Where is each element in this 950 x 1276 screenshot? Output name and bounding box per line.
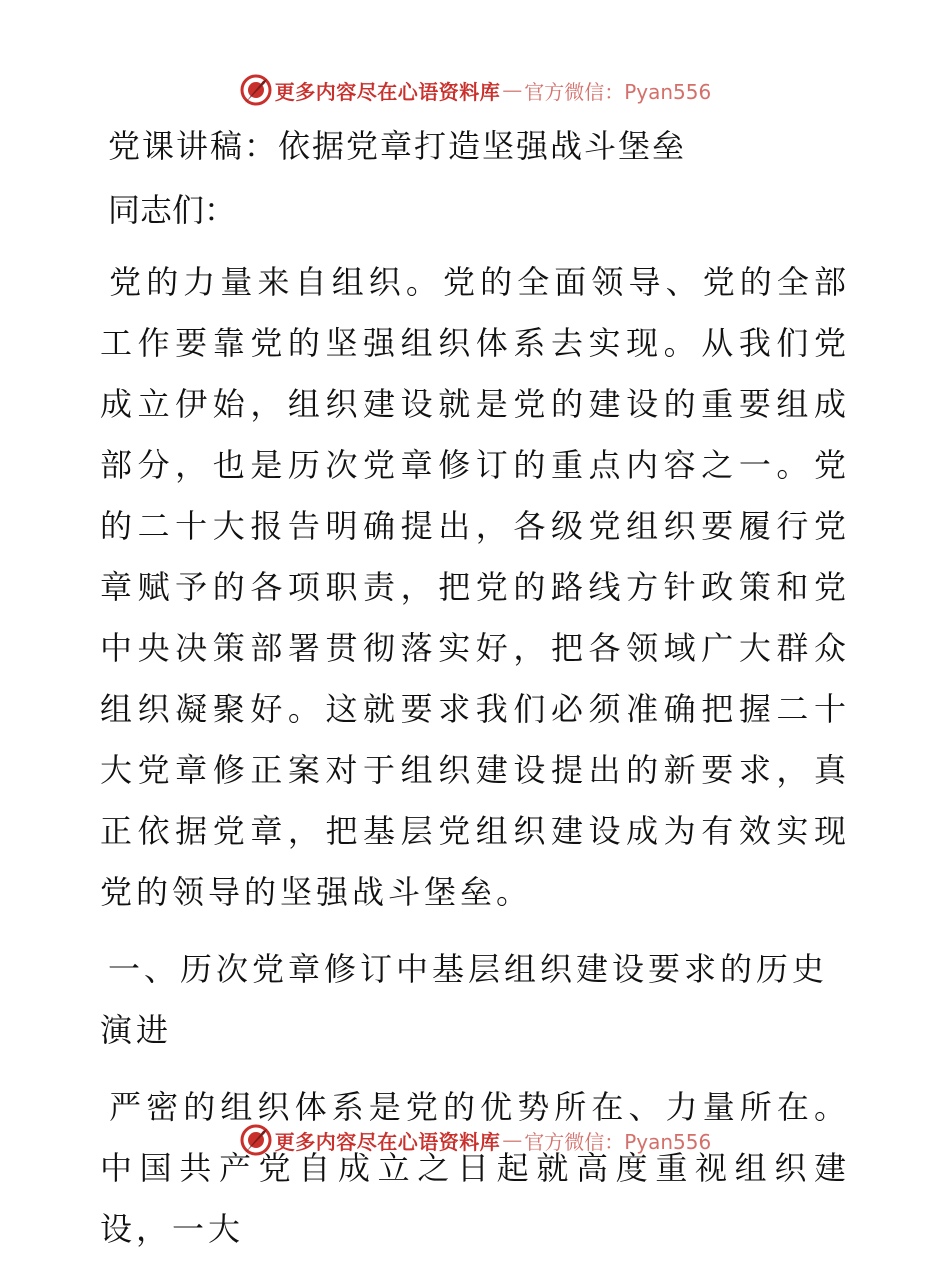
quill-logo-icon (239, 1123, 273, 1157)
footer-watermark (0, 1120, 950, 1160)
watermark-wechat: 官方微信：Pyan556 (524, 79, 712, 104)
paragraph-intro (100, 252, 850, 923)
salutation: 同志们： (108, 191, 237, 229)
watermark-brand: 更多内容尽在心语资料库 (274, 79, 501, 104)
watermark-brand: 更多内容尽在心语资料库 (274, 1129, 501, 1154)
section-heading-1-text: 一、历次党章修订中基层组织建设要求的历史演进 (100, 950, 829, 1049)
document-body (100, 120, 850, 1276)
quill-logo-icon (239, 73, 273, 107)
paragraph-section-1-text: 严密的组织体系是党的优势所在、力量所在。中国共产党自成立之日起就高度重视组织建设，一大 (100, 1088, 850, 1248)
watermark-separator: — (502, 78, 523, 102)
section-heading-1 (100, 939, 850, 1061)
watermark-wechat: 官方微信：Pyan556 (524, 1129, 712, 1154)
header-watermark (0, 70, 950, 110)
paragraph-section-1 (100, 1077, 850, 1260)
document-title: 党课讲稿：依据党章打造坚强战斗堡垒 (108, 127, 687, 165)
watermark-separator: — (502, 1128, 523, 1152)
paragraph-intro-text: 党的力量来自组织。党的全面领导、党的全部工作要靠党的坚强组织体系去实现。从我们党成立伊始，组织建设就是党的建设的重要组成部分，也是历次党章修订的重点内容之一。党的二十大报告明确提出，各级党组织要履行党章赋予的各项职责，把党的路线方针政策和党中央决策部署贯彻落实好，把各领域广大群众组织凝聚好。这就要求我们必须准确把握二十大党章修正案对于组织建设提出的新要求，真正依据党章，把基层党组织建设成为有效实现党的领导的坚强战斗堡垒。 (100, 263, 850, 911)
